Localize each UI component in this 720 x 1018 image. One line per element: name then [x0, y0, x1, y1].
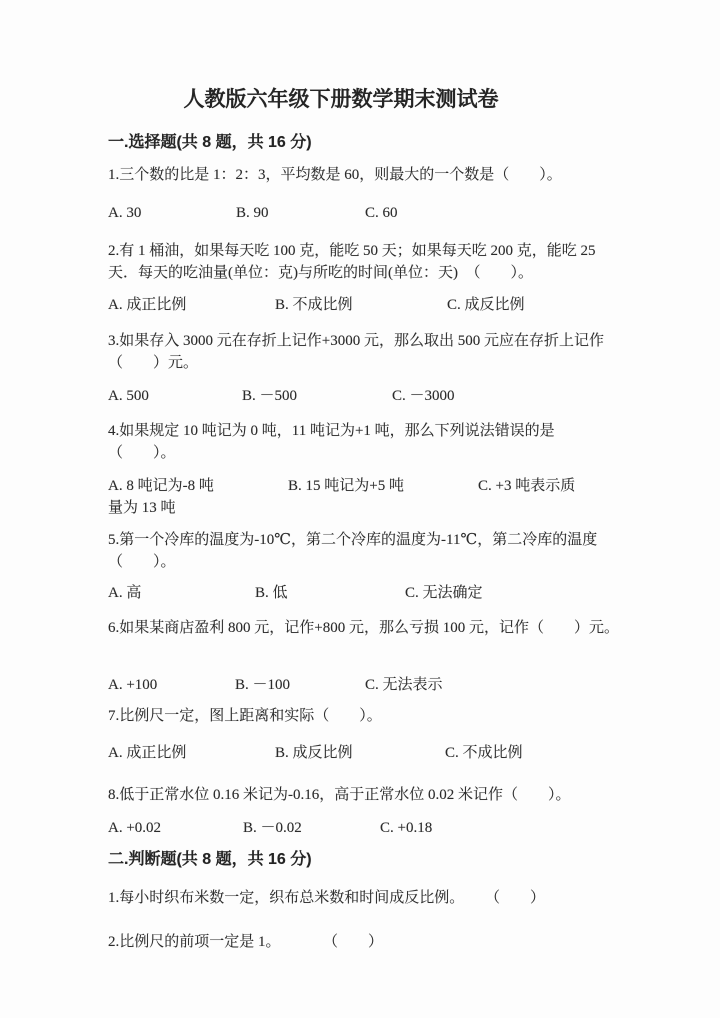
question-3: [108, 330, 604, 374]
option-b: B. 15 吨记为+5 吨: [288, 478, 404, 494]
options-row-5: [108, 582, 578, 604]
option-c: C. +3 吨表示质: [478, 478, 576, 494]
question-1: [108, 164, 578, 186]
document-title: 人教版六年级下册数学期末测试卷: [183, 88, 499, 111]
option-c: C. 成反比例: [447, 297, 525, 313]
judge-question-text: 1.每小时织布米数一定，织布总米数和时间成反比例。: [108, 890, 465, 906]
question-8: [108, 784, 578, 806]
options-row-6: [108, 674, 578, 696]
question-6: [108, 617, 619, 639]
options-block-4: [108, 475, 578, 519]
question-line: 3.如果存入 3000 元在存折上记作+3000 元，那么取出 500 元应在存折上记作: [108, 333, 604, 349]
option-a: A. 500: [108, 388, 149, 404]
option-b: B. 不成比例: [275, 297, 353, 313]
question-4: [108, 420, 578, 464]
judge-question-1: [108, 887, 578, 909]
question-line: 2.有 1 桶油，如果每天吃 100 克，能吃 50 天；如果每天吃 200 克，能吃 25: [108, 243, 596, 259]
question-line: 6.如果某商店盈利 800 元，记作+800 元，那么亏损 100 元，记作（ ）元。: [108, 620, 619, 636]
options-row-3: [108, 385, 578, 407]
options-row-4: [108, 475, 578, 497]
option-b: B. －500: [242, 388, 298, 404]
option-a: A. +100: [108, 677, 158, 693]
option-a: A. 8 吨记为-8 吨: [108, 478, 214, 494]
option-c: C. －3000: [392, 388, 455, 404]
option-b: B. －100: [235, 677, 291, 693]
option-c: C. 不成比例: [445, 745, 523, 761]
option-a: A. 高: [108, 585, 142, 601]
option-a: A. 成正比例: [108, 745, 187, 761]
option-c: C. +0.18: [380, 820, 433, 836]
question-line: 5.第一个冷库的温度为-10℃，第二个冷库的温度为-11℃，第二冷库的温度: [108, 532, 598, 548]
question-5: [108, 529, 598, 573]
question-line: 天．每天的吃油量(单位：克)与所吃的时间(单位：天) （ ）。: [108, 265, 533, 281]
answer-bracket: （ ）: [485, 890, 546, 906]
option-a: A. +0.02: [108, 820, 162, 836]
question-line: 1.三个数的比是 1：2：3，平均数是 60，则最大的一个数是（ ）。: [108, 167, 562, 183]
option-b: B. 低: [255, 585, 288, 601]
question-line: 8.低于正常水位 0.16 米记为-0.16，高于正常水位 0.02 米记作（ ）。: [108, 787, 571, 803]
option-a: A. 30: [108, 205, 142, 221]
question-line: 4.如果规定 10 吨记为 0 吨，11 吨记为+1 吨，那么下列说法错误的是: [108, 423, 555, 439]
options-row-7: [108, 742, 578, 764]
options-row-8: [108, 817, 578, 839]
option-c: C. 无法表示: [365, 677, 443, 693]
options-row-1: [108, 202, 578, 224]
question-line: 7.比例尺一定，图上距离和实际（ ）。: [108, 708, 382, 724]
question-line: （ ）。: [108, 445, 176, 461]
question-line: （ ）。: [108, 554, 176, 570]
options-row-2: [108, 294, 578, 316]
option-c: C. 无法确定: [405, 585, 483, 601]
question-line: （ ）元。: [108, 355, 199, 371]
section-heading-choice: 一.选择题(共 8 题，共 16 分): [108, 134, 312, 151]
question-2: [108, 240, 596, 284]
section-heading-judge: 二.判断题(共 8 题，共 16 分): [108, 851, 312, 868]
option-b: B. －0.02: [243, 820, 302, 836]
question-7: [108, 705, 578, 727]
option-b: B. 成反比例: [275, 745, 353, 761]
judge-question-text: 2.比例尺的前项一定是 1。: [108, 934, 281, 950]
option-b: B. 90: [236, 205, 269, 221]
option-a: A. 成正比例: [108, 297, 187, 313]
option-c: C. 60: [365, 205, 398, 221]
judge-question-2: [108, 931, 578, 953]
answer-bracket: （ ）: [323, 934, 384, 950]
option-c-wrap-line: 量为 13 吨: [108, 500, 176, 516]
